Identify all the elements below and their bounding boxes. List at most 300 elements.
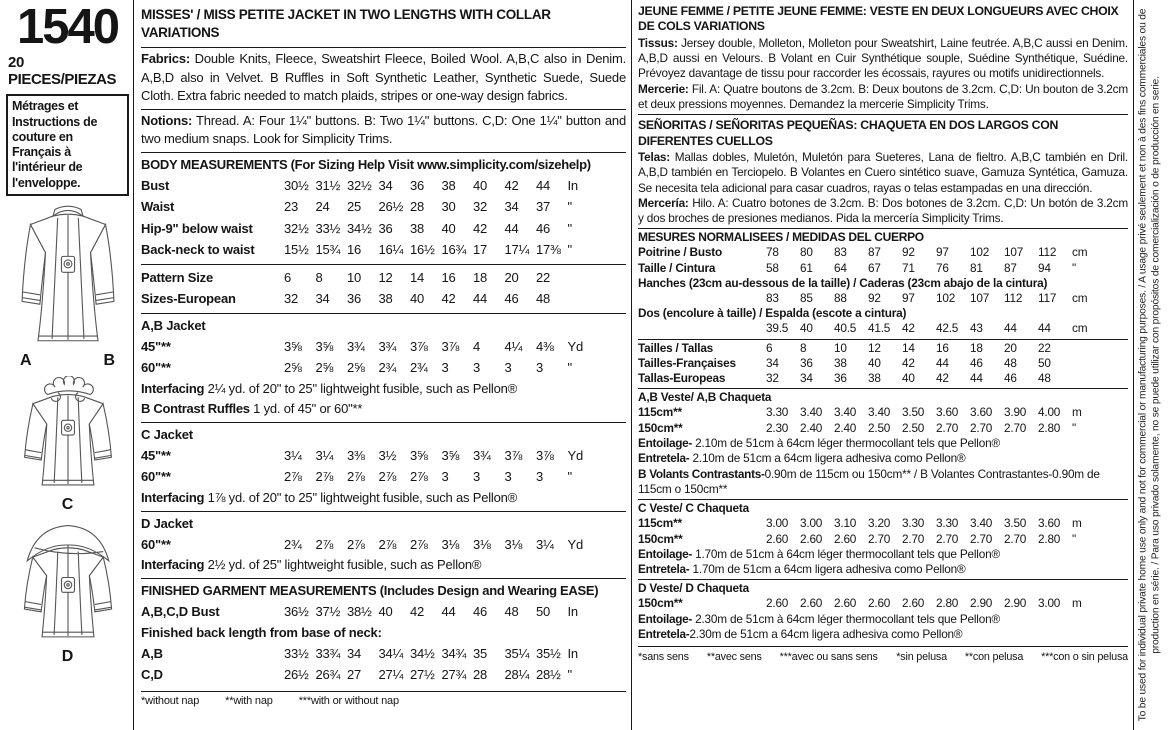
cell-value: 40.5 — [834, 321, 857, 336]
row-label: Bust — [141, 177, 170, 193]
cell-value: 42 — [902, 321, 915, 336]
interfacing-text: 2¼ yd. of 20" to 25" lightweight fusible, such as Pellon® — [204, 380, 518, 396]
cell-value: 41.5 — [868, 321, 891, 336]
tailles-table — [638, 341, 1128, 387]
table-row — [638, 371, 1128, 386]
cell-value: 17¼ — [504, 242, 530, 258]
cell-value: 33¾ — [315, 645, 341, 661]
cell-value: 3¼ — [315, 447, 334, 463]
unit-label: " — [567, 469, 572, 485]
cell-value: 28¼ — [504, 667, 530, 683]
cell-value: 42 — [936, 371, 949, 386]
finished-back-length-table — [141, 643, 626, 686]
body-measurements-heading: BODY MEASUREMENTS (For Sizing Help Visit www.simplicity.com/sizehelp) — [141, 156, 591, 172]
cell-value: 2⅞ — [347, 469, 365, 485]
finished-measurements-heading: FINISHED GARMENT MEASUREMENTS (Includes Design and Wearing EASE) — [141, 583, 599, 599]
cell-value: 20 — [504, 269, 519, 285]
cell-value: 3.00 — [766, 516, 789, 531]
entretela-label: Entretela- — [638, 562, 690, 577]
cell-value: 30 — [441, 199, 456, 215]
cell-value: 117 — [1038, 291, 1057, 305]
cell-value: 3 — [536, 360, 544, 376]
entoilage-label: Entoilage- — [638, 436, 693, 451]
notions-text: Thread. A: Four 1¼" buttons. B: Two 1¼" buttons. C,D: One 1¼" button and two medium snaps. Look for Simplicity Trims. — [141, 112, 626, 147]
row-label: Waist — [141, 199, 175, 215]
cell-value: 3⅞ — [410, 338, 428, 354]
cell-value: 16¾ — [441, 242, 467, 258]
cell-value: 94 — [1038, 260, 1051, 275]
cell-value: 2.60 — [834, 531, 857, 546]
cell-value: 107 — [970, 291, 990, 305]
cell-value: 3¾ — [378, 338, 397, 354]
cell-value: 4¼ — [504, 338, 523, 354]
unit-label: Yd — [567, 536, 584, 552]
row-label: Poitrine / Busto — [638, 245, 722, 260]
cell-value: 4.00 — [1038, 405, 1061, 420]
cell-value: 2.70 — [868, 531, 891, 546]
cell-value: 2.90 — [970, 596, 993, 611]
view-labels-ab — [6, 352, 129, 370]
cell-value: 3.40 — [800, 405, 823, 420]
cell-value: 80 — [800, 245, 813, 260]
cell-value: 46 — [970, 355, 983, 370]
b-volants-note — [638, 467, 1128, 498]
cell-value: 28½ — [536, 667, 561, 683]
cell-value: 34 — [766, 355, 779, 370]
cell-value: 33½ — [315, 220, 341, 236]
mercerie-label: Mercerie: — [638, 81, 689, 96]
cell-value: 6 — [766, 340, 773, 355]
interfacing-text: 1⅞ yd. of 20" to 25" lightweight fusible, such as Pellon® — [204, 489, 518, 505]
table-row — [638, 291, 1128, 306]
french-spanish-column — [632, 0, 1133, 730]
fabrics-text: Double Knits, Fleece, Sweatshirt Fleece, Boiled Wool. A,B,C also in Denim. A,B,D also in Velvet. B Ruffles in Soft Synthetic Leather, Synthetic Suede, Suede Cloth. Extra fabric needed to match plaids, stripes or one-way design fabrics. — [141, 51, 626, 104]
footnote-sin-pelusa: *sin pelusa — [896, 651, 947, 664]
view-label-c: C — [61, 495, 74, 513]
cell-value: 40 — [902, 371, 915, 386]
cell-value: 2⅞ — [315, 536, 334, 552]
cell-value: 3⅞ — [441, 338, 460, 354]
entoilage-text: 1.70m de 51cm à 64cm léger thermocollant tels que Pellon® — [692, 546, 1000, 561]
cell-value: 30½ — [284, 177, 309, 193]
cell-value: 2.70 — [936, 531, 959, 546]
b-contrast-ruffles-note — [141, 399, 626, 419]
cell-value: 2.90 — [1004, 596, 1027, 611]
cell-value: 23 — [284, 199, 299, 215]
cell-value: 97 — [936, 245, 949, 260]
cell-value: 2.60 — [766, 596, 789, 611]
jacket-ab-illustration — [10, 202, 126, 352]
cell-value: 37½ — [315, 604, 341, 620]
cell-value: 2¾ — [410, 360, 428, 376]
entretela-text: 2.30m de 51cm a 64cm ligera adhesiva como Pellon® — [689, 627, 963, 642]
unit-label: " — [567, 667, 572, 683]
cell-value: 6 — [284, 269, 292, 285]
cell-value: 3⅛ — [473, 536, 491, 552]
cell-value: 2.80 — [1038, 420, 1061, 435]
row-label: Hip-9" below waist — [141, 220, 253, 236]
notions-label: Notions: — [141, 112, 193, 128]
tissus-text: Jersey double, Molleton, Molleton pour Sweatshirt, Laine feutrée. A,B,C aussi en Denim. A,B,D aussi en Velours. B Volant en Cuir Synthétique souple, Suédine Synthétique, Suédine. Prévoyez davantage de tissu pour raccorder les écossais, rayures ou motifs unidirectionnels. — [638, 35, 1128, 81]
row-label: Taille / Cintura — [638, 260, 716, 275]
cell-value: 61 — [800, 260, 813, 275]
cell-value: 76 — [936, 260, 949, 275]
cell-value: 83 — [766, 291, 779, 305]
cell-value: 97 — [902, 291, 915, 305]
view-label-b: B — [103, 351, 115, 369]
cell-value: 34¾ — [441, 645, 467, 661]
row-label: 150cm** — [638, 531, 683, 546]
cell-value: 50 — [1038, 355, 1051, 370]
table-row — [141, 218, 626, 240]
cell-value: 102 — [970, 245, 990, 260]
row-label: Tailles / Tallas — [638, 340, 714, 355]
footnote-with-or-without-nap: ***with or without nap — [298, 694, 399, 707]
unit-label: " — [1072, 420, 1076, 435]
table-row — [141, 336, 626, 358]
table-row — [141, 643, 626, 665]
cell-value: 40 — [800, 321, 813, 336]
cell-value: 3⅝ — [441, 447, 460, 463]
pattern-number: 1540 — [16, 0, 118, 54]
cell-value: 34 — [315, 291, 330, 307]
fabrics-label: Fabrics: — [141, 51, 190, 67]
cell-value: 3⅞ — [504, 447, 523, 463]
cell-value: 37 — [536, 199, 551, 215]
cell-value: 2.60 — [834, 596, 857, 611]
table-row — [638, 532, 1128, 547]
cell-value: 4 — [473, 338, 481, 354]
cell-value: 3.00 — [1038, 596, 1061, 611]
cell-value: 83 — [834, 245, 847, 260]
row-label: Tailles-Françaises — [638, 355, 736, 370]
entoilage-label: Entoilage- — [638, 611, 693, 626]
cell-value: 18 — [473, 269, 488, 285]
cell-value: 85 — [800, 291, 813, 305]
cell-value: 42 — [902, 355, 915, 370]
unit-label: Yd — [567, 338, 584, 354]
cell-value: 32 — [766, 371, 779, 386]
cell-value: 3.40 — [970, 516, 993, 531]
cell-value: 17 — [473, 242, 488, 258]
row-label: C,D — [141, 667, 163, 683]
cell-value: 20 — [1004, 340, 1017, 355]
ab-interfacing-note — [141, 379, 626, 399]
cell-value: 27¾ — [441, 667, 467, 683]
mercerie-paragraph — [638, 82, 1128, 113]
hanches-table — [638, 291, 1128, 306]
cell-value: 16 — [936, 340, 949, 355]
table-row — [141, 239, 626, 261]
table-row — [141, 445, 626, 467]
footnote-with-nap: **with nap — [225, 694, 273, 707]
table-row — [141, 664, 626, 686]
cell-value: 32½ — [284, 220, 309, 236]
cell-value: 2.60 — [902, 596, 925, 611]
cell-value: 43 — [970, 321, 983, 336]
unit-label: cm — [1072, 245, 1088, 260]
cell-value: 3.00 — [800, 516, 823, 531]
row-label: Tallas-Europeas — [638, 371, 726, 386]
d-veste-heading: D Veste/ D Chaqueta — [638, 581, 749, 596]
home-use-legal-text: To be used for individual private home use only and not for commercial or manufacturing purposes. / A usage privé seulement et non à des fins commerciales ou de production en série. / Para uso privado solamente, no se puede utilizar con propósitos de comercialización o de producción en serie. — [1137, 8, 1161, 722]
cell-value: 10 — [347, 269, 362, 285]
finished-back-length-heading: Finished back length from base of neck: — [141, 624, 382, 640]
cell-value: 33½ — [284, 645, 309, 661]
cell-value: 16½ — [410, 242, 435, 258]
cell-value: 3.30 — [766, 405, 789, 420]
unit-label — [568, 288, 627, 310]
unit-label: " — [567, 220, 572, 236]
cell-value: 8 — [315, 269, 323, 285]
table-row — [638, 245, 1128, 260]
cell-value: 3.30 — [902, 516, 925, 531]
cell-value: 2.70 — [970, 531, 993, 546]
jacket-c-illustration — [10, 376, 126, 496]
cell-value: 34 — [347, 645, 362, 661]
table-row — [141, 175, 626, 197]
cell-value: 92 — [868, 291, 881, 305]
cell-value: 44 — [1038, 321, 1051, 336]
c-interfacing-note — [141, 488, 626, 508]
cell-value: 36 — [378, 220, 393, 236]
row-label: 150cm** — [638, 420, 683, 435]
row-label — [638, 291, 766, 306]
cell-value: 107 — [1004, 245, 1024, 260]
cell-value: 3.10 — [834, 516, 857, 531]
cell-value: 48 — [1038, 371, 1051, 386]
view-label-a: A — [20, 351, 32, 369]
row-label: 60"** — [141, 360, 171, 376]
tissus-paragraph — [638, 36, 1128, 82]
telas-text: Mallas dobles, Muletón, Muletón para Sueteres, Lana de fieltro. A,B,C también en Dril. A,B,D también en Terciopelo. B Volantes en Cuero sintético suave, Gamuza Syntética, Gamuza. Se necesita tela adicional para casar cuadros, rayas o telas estampadas en una dirección. — [638, 149, 1128, 195]
cell-value: 15½ — [284, 242, 309, 258]
left-column — [0, 0, 133, 730]
cell-value: 2⅞ — [284, 469, 302, 485]
cell-value: 3⅝ — [284, 338, 302, 354]
cell-value: 2.80 — [1038, 531, 1061, 546]
row-label: 45"** — [141, 338, 171, 354]
footnote-avec-ou-sans-sens: ***avec ou sans sens — [779, 651, 878, 664]
footnote-con-o-sin-pelusa: ***con o sin pelusa — [1041, 651, 1128, 664]
cell-value: 27 — [347, 667, 362, 683]
cell-value: 92 — [902, 245, 915, 260]
entretela-text: 2.10m de 51cm a 64cm ligera adhesiva como Pellon® — [689, 451, 966, 466]
interfacing-label: Interfacing — [141, 557, 205, 573]
unit-label — [568, 267, 627, 289]
cell-value: 2⅝ — [284, 360, 302, 376]
cell-value: 12 — [868, 340, 881, 355]
table-row — [638, 421, 1128, 436]
row-label: 115cm** — [638, 516, 682, 531]
cell-value: 2.70 — [902, 531, 925, 546]
c-veste-heading: C Veste/ C Chaqueta — [638, 501, 749, 516]
cell-value: 35½ — [536, 645, 561, 661]
cell-value: 3.50 — [1004, 516, 1027, 531]
table-row — [638, 405, 1128, 420]
cell-value: 3⅝ — [315, 338, 334, 354]
cell-value: 112 — [1004, 291, 1023, 305]
cell-value: 34½ — [347, 220, 372, 236]
cell-value: 3¼ — [284, 447, 302, 463]
merceria-text: Hilo. A: Cuatro botones de 3.2cm. B: Dos botones de 3.2cm. C,D: Un botón de 3.2cm y dos broches de presiones medianos. Pida la mercería Simplicity Trims. — [638, 195, 1128, 226]
cell-value: 3⅞ — [536, 447, 554, 463]
unit-label: " — [567, 199, 572, 215]
cell-value: 87 — [1004, 260, 1017, 275]
cell-value: 2.40 — [834, 420, 857, 435]
unit-label: In — [567, 645, 578, 661]
cell-value: 67 — [868, 260, 881, 275]
cell-value: 2¾ — [284, 536, 302, 552]
entretela-label: Entretela- — [638, 451, 690, 466]
cell-value: 2.60 — [868, 596, 891, 611]
cell-value: 44 — [1004, 321, 1017, 336]
cell-value: 4⅜ — [536, 338, 554, 354]
table-row — [638, 516, 1128, 531]
spanish-footnotes — [896, 651, 1128, 663]
table-row — [141, 357, 626, 379]
cell-value: 64 — [834, 260, 847, 275]
cell-value: 48 — [1004, 355, 1017, 370]
cell-value: 34 — [800, 371, 813, 386]
cell-value: 15¾ — [315, 242, 341, 258]
cell-value: 46 — [473, 604, 488, 620]
cell-value: 2.70 — [936, 420, 959, 435]
cell-value: 8 — [800, 340, 807, 355]
row-label: Sizes-European — [141, 291, 236, 307]
cell-value: 2.30 — [766, 420, 789, 435]
cell-value: 44 — [441, 604, 456, 620]
cell-value: 38 — [441, 177, 456, 193]
cell-value: 2.40 — [800, 420, 823, 435]
cell-value: 40 — [410, 291, 425, 307]
cell-value: 38 — [868, 371, 881, 386]
mesures-table — [638, 245, 1128, 276]
unit-label — [1072, 356, 1128, 371]
entretela-label: Entretela- — [638, 627, 690, 642]
cell-value: 34½ — [410, 645, 435, 661]
row-label — [638, 321, 766, 336]
cell-value: 35¼ — [504, 645, 530, 661]
cell-value: 3 — [504, 360, 512, 376]
cell-value: 34¼ — [378, 645, 404, 661]
legal-strip — [1134, 0, 1166, 730]
cell-value: 25 — [347, 199, 362, 215]
row-label: 60"** — [141, 469, 171, 485]
cell-value: 44 — [504, 220, 519, 236]
cell-value: 78 — [766, 245, 779, 260]
unit-label: " — [567, 360, 572, 376]
row-label: Pattern Size — [141, 269, 214, 285]
unit-label: cm — [1072, 291, 1088, 305]
unit-label — [1072, 371, 1128, 386]
row-label: 60"** — [141, 536, 171, 552]
telas-label: Telas: — [638, 149, 671, 164]
cell-value: 2.70 — [970, 420, 993, 435]
cell-value: 2.60 — [766, 531, 789, 546]
cell-value: 32 — [473, 199, 488, 215]
cell-value: 3.20 — [868, 516, 891, 531]
unit-label: In — [567, 177, 578, 193]
cell-value: 36 — [347, 291, 362, 307]
cell-value: 3⅝ — [410, 447, 428, 463]
cell-value: 81 — [970, 260, 983, 275]
entoilage-text: 2.10m de 51cm à 64cm léger thermocollant tels que Pellon® — [692, 436, 1000, 451]
cell-value: 50 — [536, 604, 551, 620]
unit-label: m — [1072, 516, 1082, 531]
cell-value: 35 — [473, 645, 488, 661]
cell-value: 22 — [536, 269, 551, 285]
cell-value: 3 — [441, 469, 449, 485]
unit-label: m — [1072, 405, 1082, 420]
row-label: 150cm** — [638, 596, 683, 611]
cell-value: 2⅝ — [315, 360, 334, 376]
finished-bust-table — [141, 601, 626, 623]
french-title: JEUNE FEMME / PETITE JEUNE FEMME: VESTE EN DEUX LONGUEURS AVEC CHOIX DE COLS VARIATIONS — [638, 4, 1119, 34]
cell-value: 18 — [970, 340, 983, 355]
cell-value: 42 — [473, 220, 488, 236]
english-column — [134, 0, 631, 730]
cell-value: 3½ — [378, 447, 397, 463]
interfacing-label: Interfacing — [141, 489, 205, 505]
cell-value: 32 — [284, 291, 299, 307]
cell-value: 32½ — [347, 177, 372, 193]
ab-jacket-heading: A,B Jacket — [141, 317, 206, 333]
unit-label: m — [1072, 596, 1082, 611]
d-jacket-heading: D Jacket — [141, 515, 193, 531]
cell-value: 36 — [800, 355, 813, 370]
c-jacket-table — [141, 445, 626, 488]
dos-table — [638, 321, 1128, 336]
cell-value: 3.40 — [834, 405, 857, 420]
row-label: A,B — [141, 645, 163, 661]
table-row — [638, 321, 1128, 336]
cell-value: 3 — [504, 469, 512, 485]
cell-value: 12 — [378, 269, 393, 285]
cell-value: 34 — [504, 199, 519, 215]
table-row — [141, 466, 626, 488]
cell-value: 28 — [473, 667, 488, 683]
cell-value: 42 — [410, 604, 425, 620]
cell-value: 2⅞ — [315, 469, 334, 485]
merceria-paragraph — [638, 196, 1128, 227]
cell-value: 44 — [970, 371, 983, 386]
c-entoilage-note — [638, 547, 1128, 562]
pattern-size-table — [141, 267, 626, 310]
d-veste-table — [638, 596, 1128, 611]
cell-value: 3⅛ — [441, 536, 460, 552]
interfacing-label: Interfacing — [141, 380, 205, 396]
volants-label: B Volants Contrastants- — [638, 466, 765, 481]
body-measurements-table — [141, 175, 626, 261]
cell-value: 26¾ — [315, 667, 341, 683]
cell-value: 3¾ — [473, 447, 491, 463]
cell-value: 48 — [504, 604, 519, 620]
french-spanish-footnotes — [638, 646, 1128, 663]
cell-value: 36½ — [284, 604, 309, 620]
cell-value: 2⅞ — [347, 536, 365, 552]
cell-value: 36 — [410, 177, 425, 193]
cell-value: 58 — [766, 260, 779, 275]
d-entretela-note — [638, 627, 1128, 642]
entoilage-text: 2.30m de 51cm à 64cm léger thermocollant tels que Pellon® — [692, 611, 1000, 626]
cell-value: 38 — [834, 355, 847, 370]
cell-value: 36 — [834, 371, 847, 386]
table-row — [638, 261, 1128, 276]
volants-text: 0.90m de 115cm ou 150cm** / B Volantes Contrastantes-0.90m de 115cm o 150cm** — [638, 466, 1100, 496]
footnote-sans-sens: *sans sens — [638, 651, 689, 664]
merceria-label: Mercería: — [638, 195, 689, 210]
